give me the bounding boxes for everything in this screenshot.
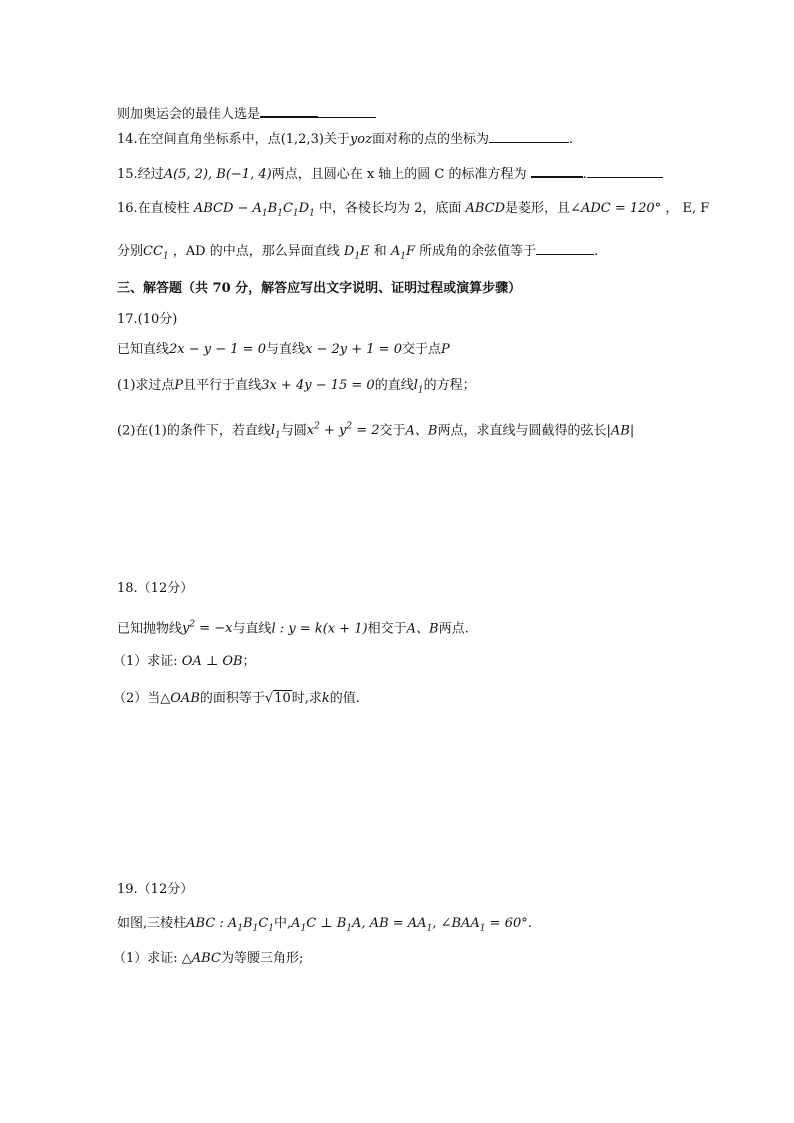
q17-p1a: (1)求过点	[117, 378, 175, 393]
q19-p1a: （1）求证:	[113, 951, 182, 966]
q17-p1d: 的方程；	[423, 378, 476, 393]
q16-a1f: $A_1F$	[390, 244, 415, 262]
q17-circle: $x^2 + y^2 = 2$	[306, 422, 380, 439]
q18-parabola: $y^2 = -x$	[182, 620, 233, 637]
answer-blank	[536, 242, 594, 255]
question-14	[117, 130, 573, 149]
q17-p1b: 且平行于直线	[183, 378, 262, 393]
q17-p2a: (2)在(1)的条件下，若直线	[117, 423, 271, 439]
q17-eq1: 2x − y − 1 = 0	[169, 342, 266, 357]
q16-angle: ∠ADC = 120°	[570, 201, 662, 216]
q14-point: (1,2,3)	[280, 132, 324, 147]
q16-end: .	[594, 244, 599, 259]
q15-dot: .	[582, 167, 587, 182]
q14-mid: 关于	[323, 132, 350, 147]
q18-tri: △OAB	[160, 691, 200, 706]
q17-eq3: 3x + 4y − 15 = 0	[261, 378, 375, 393]
q17-p2c: 交于	[379, 423, 406, 439]
answer-blank	[531, 164, 583, 178]
q18-line: l : y = k(x + 1)	[271, 621, 368, 637]
q19-prism: ABC : $A_1B_1C_1$	[186, 916, 275, 934]
q19-cond: $A_1C$ ⊥ $B_1A$, AB = $AA_1$, $\angle BAA_1 = 60^\circ$	[291, 916, 528, 934]
q17-s1: 已知直线	[117, 342, 170, 357]
q18-s1: 已知抛物线	[117, 621, 183, 637]
q14-plane: yoz	[349, 132, 372, 147]
question-18-part-2	[113, 690, 360, 708]
answer-blank	[489, 130, 569, 143]
q17-p-ref: P	[174, 378, 184, 393]
q15-prefix: 15.经过	[117, 167, 164, 182]
question-17-part-2	[117, 418, 634, 445]
q19-s1: 如图,三棱柱	[117, 916, 187, 931]
q17-p2d: 两点，求直线与圆截得的弦长	[437, 423, 607, 439]
q19-tri: △ABC	[181, 951, 221, 966]
q16-cc1: $CC_1$	[143, 244, 169, 262]
question-18-part-1	[113, 653, 256, 671]
q17-p2b: 与圆	[280, 423, 307, 439]
q15-points: A(5, 2), B(−1, 4)	[163, 167, 272, 182]
q15-mid: 两点，且圆心在 x 轴上的圆 C 的标准方程为	[271, 167, 531, 182]
question-19-header: 19.（12分）	[117, 882, 194, 897]
q18-s2: 与直线	[232, 621, 272, 637]
q18-sqrt: √10	[264, 691, 291, 706]
q16-prefix: 16.在直棱柱	[117, 201, 194, 216]
q16-base: ABCD	[465, 201, 506, 216]
q18-p1a: （1）求证:	[113, 654, 182, 669]
q17-l1: $l_1$	[413, 378, 424, 396]
q19-s2: 中,	[274, 916, 292, 931]
q17-l1b: $l_1$	[270, 423, 281, 441]
answer-blank	[318, 105, 376, 118]
question-18-header: 18.（12分）	[117, 581, 194, 596]
question-15	[117, 164, 663, 184]
q18-ab: A、B	[406, 621, 439, 637]
q18-p2c: 时,求	[291, 691, 322, 706]
q17-s3: 交于点	[401, 342, 441, 357]
q17-p: P	[440, 342, 450, 357]
question-19-part-1	[113, 950, 303, 968]
answer-blank	[260, 104, 318, 118]
question-16-line-2	[117, 242, 598, 266]
question-18-stem	[117, 616, 469, 638]
q18-p1b: ；	[242, 654, 256, 669]
q17-abs: |AB|	[606, 423, 635, 439]
q17-ab: A、B	[405, 423, 438, 439]
q18-p2b: 的面积等于	[199, 691, 265, 706]
q16-l2a: 分别	[117, 244, 144, 259]
q18-p2a: （2）当	[113, 691, 161, 706]
question-17-header: 17.(10分)	[117, 312, 178, 327]
q16-prism: ABCD − $A_1B_1C_1D_1$	[193, 201, 315, 219]
q14-end: .	[568, 132, 574, 147]
q16-l2b: ，AD 的中点，那么异面直线	[168, 244, 344, 259]
q18-perp: OA ⊥ OB	[181, 654, 243, 669]
q16-ef: ， E, F	[661, 201, 710, 216]
question-17-stem	[117, 341, 450, 359]
q18-radicand: 10	[274, 691, 291, 706]
q17-s2: 与直线	[265, 342, 305, 357]
q18-s4: 两点.	[438, 621, 469, 637]
q16-mid2: 是菱形，且	[505, 201, 571, 216]
q14-prefix: 14.在空间直角坐标系中，点	[117, 132, 281, 147]
text-line-best-person	[117, 104, 376, 124]
q16-d1e: $D_1E$	[343, 244, 370, 262]
q18-k: k	[321, 691, 330, 706]
q14-suffix: 面对称的点的坐标为	[371, 132, 489, 147]
answer-blank	[587, 165, 663, 178]
section-heading: 三、解答题（共 70 分，解答应写出文字说明、证明过程或演算步骤）	[117, 281, 522, 296]
line-text: 则加奥运会的最佳人选是	[117, 107, 261, 122]
q18-s3: 相交于	[367, 621, 407, 637]
q18-p2d: 的值.	[329, 691, 360, 706]
q19-end: .	[527, 916, 532, 931]
q17-p1c: 的直线	[374, 378, 414, 393]
question-19-stem	[117, 915, 532, 938]
question-16-line-1	[117, 200, 709, 223]
q16-mid: 中，各棱长均为 2，底面	[314, 201, 466, 216]
question-17-part-1	[117, 377, 476, 400]
q19-p1b: 为等腰三角形;	[220, 951, 304, 966]
q16-l2d: 所成角的余弦值等于	[414, 244, 537, 259]
q16-l2c: 和	[369, 244, 391, 259]
q17-eq2: x − 2y + 1 = 0	[305, 342, 402, 357]
